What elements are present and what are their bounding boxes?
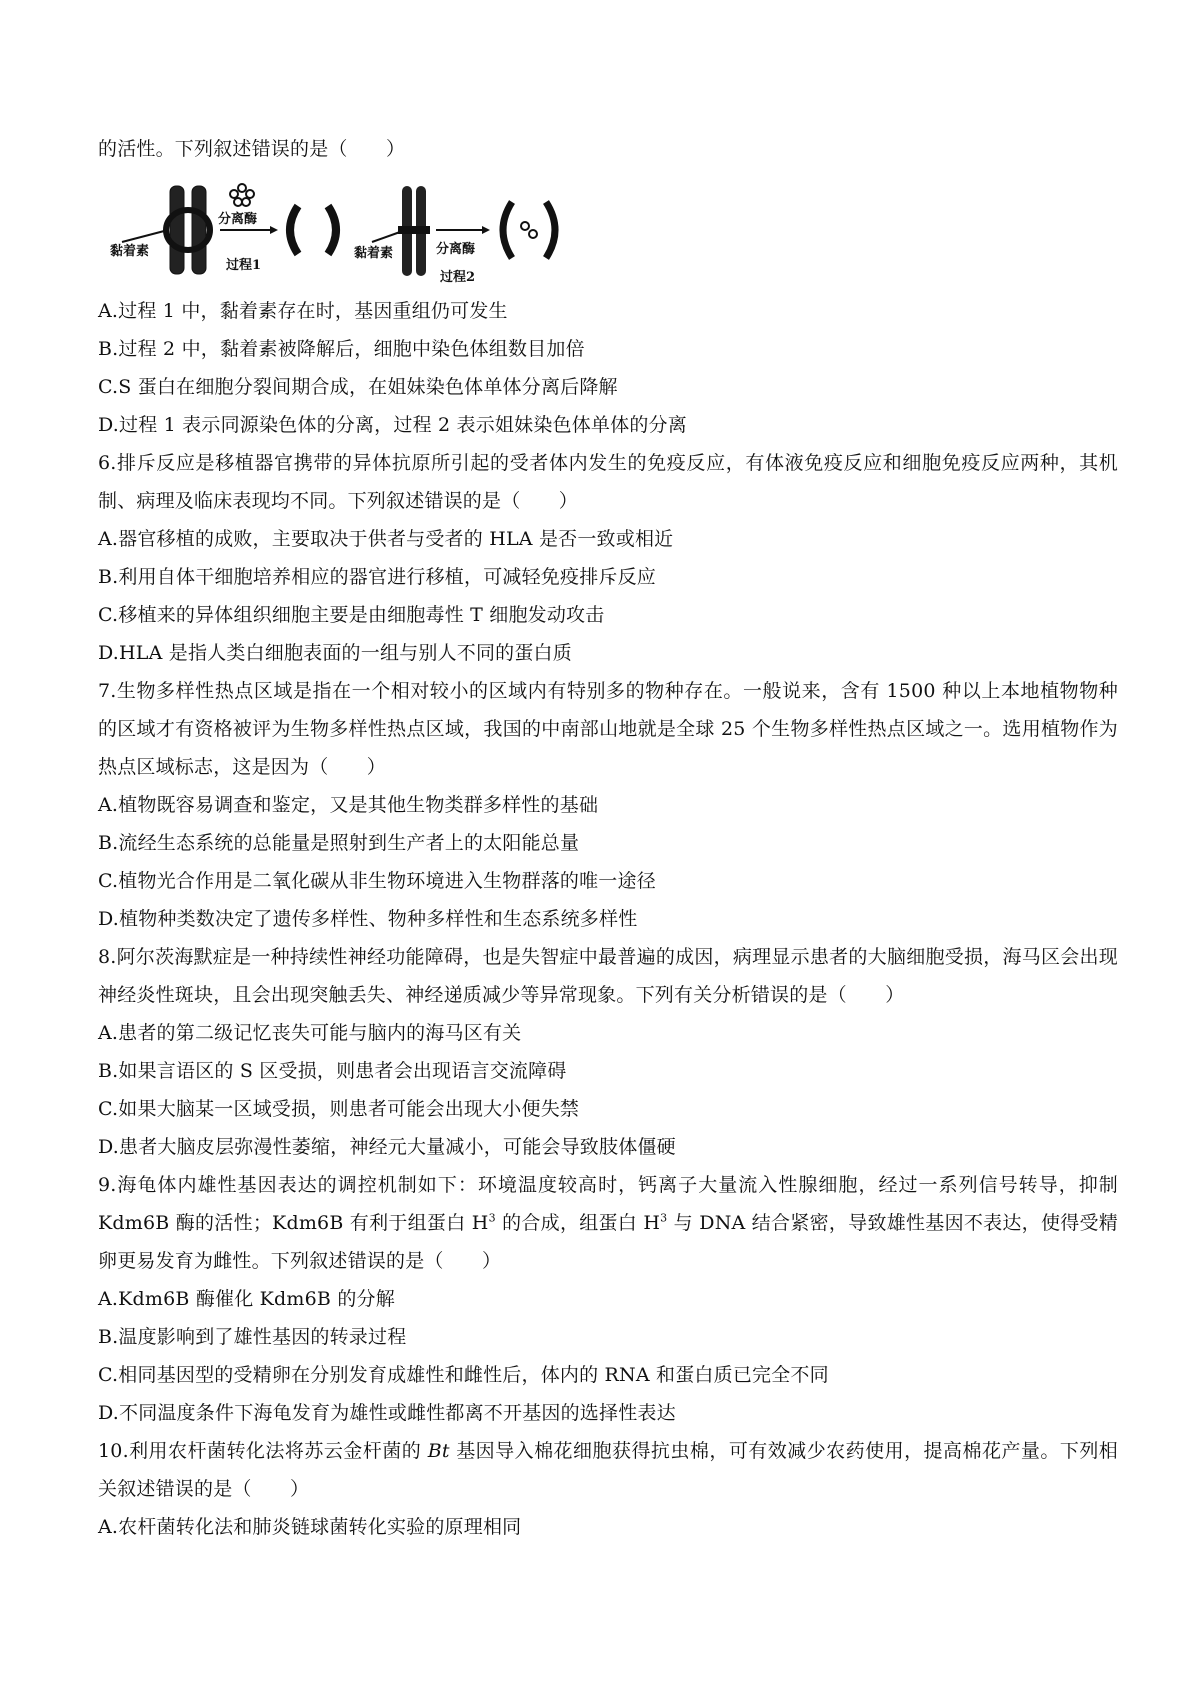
q6-option-d: D.HLA 是指人类白细胞表面的一组与别人不同的蛋白质 [98, 642, 572, 664]
adhesin-label-2: 黏着素 [354, 246, 394, 261]
q9-option-b: B.温度影响到了雄性基因的转录过程 [98, 1326, 407, 1348]
separated-chromatid-left [503, 202, 512, 258]
q5-option-b: B.过程 2 中，黏着素被降解后，细胞中染色体组数目加倍 [98, 338, 585, 360]
sister-chromatids [398, 186, 430, 276]
q9-stem [98, 1166, 1118, 1280]
separase-label-2: 分离酶 [436, 242, 476, 257]
adhesin-pointer-2 [372, 232, 400, 242]
q10-stem [98, 1432, 1118, 1508]
q7-stem: 7.生物多样性热点区域是指在一个相对较小的区域内有特别多的物种存在。一般说来，含有 1500 种以上本地植物物种的区域才有资格被评为生物多样性热点区域，我国的中南部山地就是全球 25 个生物多样性热点区域之一。选用植物作为热点区域标志，这是因为（ ） [98, 680, 1118, 778]
homologous-chromosomes [166, 186, 210, 274]
q9-stem-part-a: 9.海龟体内雄性基因表达的调控机制如下：环境温度较高时，钙离子大量流入性腺细胞，经过一系列信号转导，抑制 Kdm6B 酶的活性；Kdm6B 有利于组蛋白 H [98, 1174, 1118, 1234]
separase-label-1: 分离酶 [218, 212, 258, 227]
separated-homolog-left [290, 206, 298, 254]
separated-homolog-right [328, 206, 336, 254]
q8-option-a: A.患者的第二级记忆丧失可能与脑内的海马区有关 [98, 1022, 522, 1044]
q7-option-c: C.植物光合作用是二氧化碳从非生物环境进入生物群落的唯一途径 [98, 870, 656, 892]
process-1-label: 过程1 [226, 258, 262, 273]
separase-enzyme-1 [230, 184, 254, 206]
q7-option-d: D.植物种类数决定了遗传多样性、物种多样性和生态系统多样性 [98, 908, 638, 930]
q9-superscript-2: 3 [660, 1211, 668, 1225]
process-2-label: 过程2 [440, 270, 476, 285]
q8-option-b: B.如果言语区的 S 区受损，则患者会出现语言交流障碍 [98, 1060, 567, 1082]
question-5-stem-end: 的活性。下列叙述错误的是（ ） [98, 138, 406, 160]
q5-option-c: C.S 蛋白在细胞分裂间期合成，在姐妹染色体单体分离后降解 [98, 376, 618, 398]
separated-chromatid-right [546, 202, 555, 258]
q8-stem: 8.阿尔茨海默症是一种持续性神经功能障碍，也是失智症中最普遍的成因，病理显示患者的大脑细胞受损，海马区会出现神经炎性斑块，且会出现突触丢失、神经递质减少等异常现象。下列有关分析错误的是（ ） [98, 946, 1118, 1006]
q6-option-a: A.器官移植的成败，主要取决于供者与受者的 HLA 是否一致或相近 [98, 528, 674, 550]
adhesin-label-1: 黏着素 [110, 244, 150, 259]
q7-option-b: B.流经生态系统的总能量是照射到生产者上的太阳能总量 [98, 832, 580, 854]
q9-stem-part-b: 的合成，组蛋白 H [495, 1212, 661, 1234]
chromosome-separation-figure [102, 172, 572, 292]
q9-option-d: D.不同温度条件下海龟发育为雄性或雌性都离不开基因的选择性表达 [98, 1402, 676, 1424]
q9-superscript-1: 3 [488, 1211, 496, 1225]
q6-option-b: B.利用自体干细胞培养相应的器官进行移植，可减轻免疫排斥反应 [98, 566, 657, 588]
q8-option-d: D.患者大脑皮层弥漫性萎缩，神经元大量减小，可能会导致肢体僵硬 [98, 1136, 676, 1158]
q5-option-a: A.过程 1 中，黏着素存在时，基因重组仍可发生 [98, 300, 508, 322]
q5-option-d: D.过程 1 表示同源染色体的分离，过程 2 表示姐妹染色体单体的分离 [98, 414, 687, 436]
figure-drawing [102, 172, 572, 292]
document-page [98, 130, 1118, 1546]
q9-stem-part-c: 与 DNA 结合紧密，导致雄性基因不表达，使得受精卵更易发育为雌性。下列叙述错误的是（ ） [98, 1212, 1119, 1272]
q9-option-a: A.Kdm6B 酶催化 Kdm6B 的分解 [98, 1288, 395, 1310]
q8-option-c: C.如果大脑某一区域受损，则患者可能会出现大小便失禁 [98, 1098, 580, 1120]
q7-option-a: A.植物既容易调查和鉴定，又是其他生物类群多样性的基础 [98, 794, 599, 816]
q6-stem: 6.排斥反应是移植器官携带的异体抗原所引起的受者体内发生的免疫反应，有体液免疫反应和细胞免疫反应两种，其机制、病理及临床表现均不同。下列叙述错误的是（ ） [98, 452, 1118, 512]
q9-option-c: C.相同基因型的受精卵在分别发育成雄性和雌性后，体内的 RNA 和蛋白质已完全不同 [98, 1364, 829, 1386]
q6-option-c: C.移植来的异体组织细胞主要是由细胞毒性 T 细胞发动攻击 [98, 604, 605, 626]
q10-stem-part-a: 10.利用农杆菌转化法将苏云金杆菌的 [98, 1440, 428, 1462]
q10-option-a: A.农杆菌转化法和肺炎链球菌转化实验的原理相同 [98, 1516, 522, 1538]
q10-italic-gene: Bt [427, 1440, 450, 1462]
q10-stem-part-b: 基因导入棉花细胞获得抗虫棉，可有效减少农药使用，提高棉花产量。下列相关叙述错误的是（ ） [98, 1440, 1118, 1500]
